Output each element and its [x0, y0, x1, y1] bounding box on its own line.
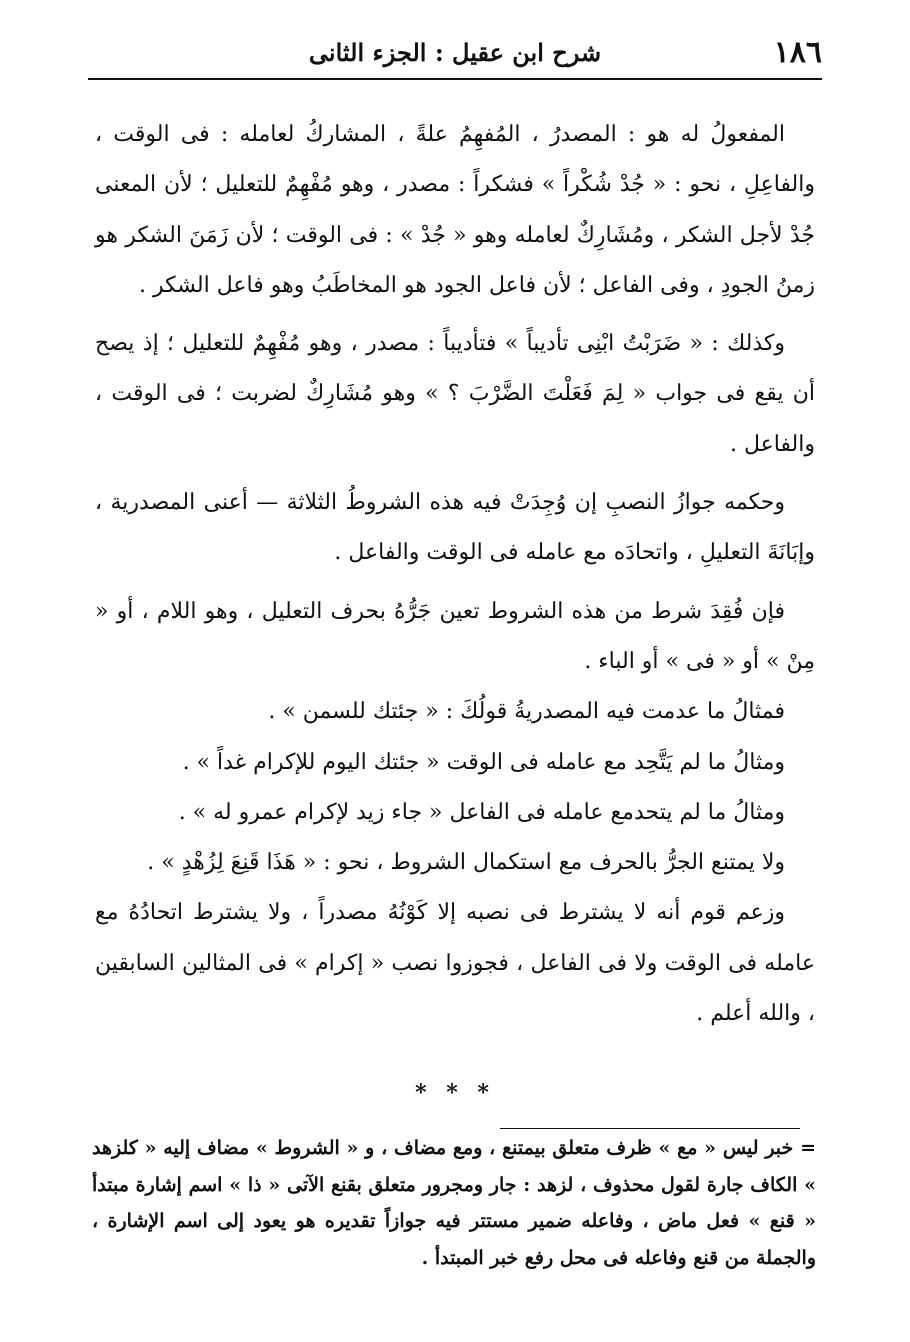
footnote-continuation-marker: =	[800, 1137, 816, 1159]
paragraph-definition: المفعولُ له هو : المصدرُ ، المُفهِمُ علةً ، المشاركُ لعامله : فى الوقت ، والفاعِلِ ، نحو : « جُدْ شُكْراً » فشكراً : مصدر ، وهو مُفْهِمٌ للتعليل ؛ لأن المعنى جُدْ لأجل الشكر ، ومُشَارِكٌ لعامله وهو « جُدْ » : فى الوقت ؛ لأن زَمَنَ الشكر هو زمنُ الجودِ ، وفى الفاعل ؛ لأن فاعل الجود هو المخاطَبُ وهو فاعل الشكر .	[95, 122, 815, 298]
paragraph-ruling: وحكمه جوازُ النصبِ إن وُجِدَتْ فيه هذه الشروطُ الثلاثة — أعنى المصدرية ، وإبَانَةَ التعليلِ ، واتحادَه مع عامله فى الوقت والفاعل .	[95, 490, 815, 566]
example-jarr-allowed: ولا يمتنع الجرُّ بالحرف مع استكمال الشروط ، نحو : « هَذَا قَنِعَ لِزُهْدٍ » .	[147, 850, 785, 876]
paragraph-other-opinion: وزعم قوم أنه لا يشترط فى نصبه إلا كَوْنُهُ مصدراً ، ولا يشترط اتحادُهُ مع عامله فى الوقت ولا فى الفاعل ، فجوزوا نصب « إكرام » فى المثالين السابقين ، والله أعلم .	[95, 900, 815, 1027]
main-text	[95, 110, 815, 1039]
footnote-rule	[500, 1128, 800, 1129]
paragraph-example-tadiban: وكذلك : « ضَرَبْتُ ابْنِى تأديباً » فتأديباً : مصدر ، وهو مُفْهِمٌ للتعليل ؛ إذ يصح أن يقع فى جواب « لِمَ فَعَلْتَ الضَّرْبَ ؟ » وهو مُشَارِكٌ لضربت ؛ فى الوقت ، والفاعل .	[95, 331, 815, 457]
example-no-time-unity: ومثالُ ما لم يَتَّحِد مع عامله فى الوقت « جئتك اليوم للإكرام غداً » .	[182, 749, 785, 775]
page-header	[88, 30, 822, 78]
example-no-agent-unity: ومثالُ ما لم يتحدمع عامله فى الفاعل « جاء زيد لإكرام عمرو له » .	[178, 799, 785, 825]
section-divider: * * *	[415, 1080, 495, 1106]
footnotes	[92, 1130, 816, 1276]
footnote-text	[92, 1130, 816, 1276]
running-title: شرح ابن عقيل : الجزء الثانى	[308, 38, 602, 67]
header-rule	[88, 78, 822, 80]
footnote-body: خبر ليس « مع » ظرف متعلق بيمتنع ، ومع مضاف ، و « الشروط » مضاف إليه « كلزهد » الكاف جارة لقول محذوف ، لزهد : جار ومجرور متعلق بقنع الآتى « ذا » اسم إشارة مبتدأ « قنع » فعل ماض ، وفاعله ضمير مستتر فيه جوازاً تقديره هو يعود إلى اسم الإشارة ، والجملة من قنع وفاعله فى محل رفع خبر المبتدأ .	[92, 1137, 816, 1269]
paragraph-missing-condition: فإن فُقِدَ شرط من هذه الشروط تعين جَرُّهُ بحرف التعليل ، وهو اللام ، أو « مِنْ » أو « فى » أو الباء .	[95, 598, 815, 674]
example-no-masdar: فمثالُ ما عدمت فيه المصدريةُ قولُكَ : « جئتك للسمن » .	[268, 699, 785, 725]
page-number: ١٨٦	[773, 35, 822, 70]
